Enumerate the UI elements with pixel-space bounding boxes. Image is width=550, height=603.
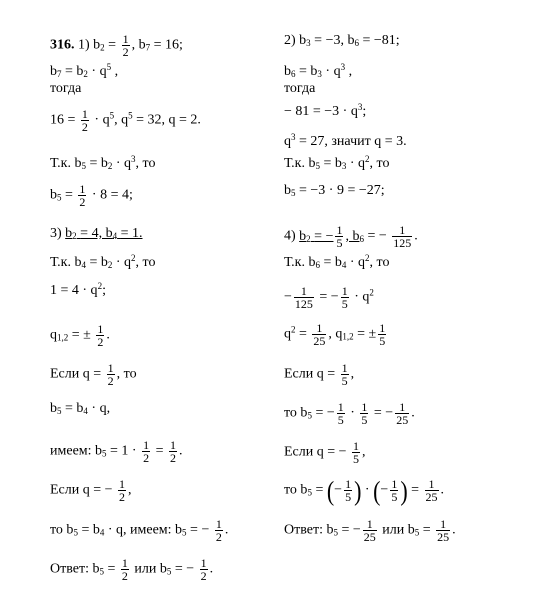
- problem-number: 316.: [50, 37, 75, 53]
- denominator: 25: [437, 530, 450, 544]
- subscript: 4: [99, 527, 105, 538]
- text: ·: [350, 405, 355, 421]
- line-15: [50, 518, 228, 543]
- text: Т.к. b: [50, 156, 82, 171]
- text: = b: [323, 255, 342, 270]
- text: b: [50, 64, 57, 79]
- r-line-2: [284, 64, 352, 80]
- fraction: [352, 440, 360, 465]
- denominator: 2: [119, 490, 126, 504]
- text: =: [107, 561, 116, 577]
- r-line-13: [284, 401, 415, 426]
- text: ;: [362, 104, 367, 119]
- fraction: [96, 323, 104, 348]
- r-line-15: [284, 474, 445, 506]
- text: = −3 · 9 = −27;: [299, 183, 385, 198]
- fraction: [425, 478, 439, 503]
- text: 1) b: [78, 37, 101, 53]
- subscript: 4: [112, 231, 118, 241]
- line-16-answer: [50, 557, 213, 582]
- text: = 1 ·: [110, 443, 137, 459]
- numerator: 1: [395, 401, 409, 414]
- text: = 1.: [120, 226, 143, 241]
- line-2: [50, 64, 118, 80]
- text: = −: [341, 522, 361, 538]
- fraction: [335, 224, 343, 249]
- superscript: 2: [291, 324, 296, 335]
- text: = −: [373, 405, 394, 421]
- fraction: [341, 285, 349, 310]
- text: =: [411, 482, 420, 498]
- text: имеем: b: [50, 443, 103, 459]
- text: = −: [174, 561, 195, 577]
- denominator: 5: [379, 334, 386, 348]
- numerator: 1: [341, 361, 348, 375]
- line-4: [50, 108, 201, 133]
- r-line-6: [284, 156, 389, 172]
- r-line-4: [284, 104, 366, 120]
- subscript: 6: [291, 69, 296, 79]
- text: = −81;: [362, 33, 400, 48]
- subscript: 2: [100, 42, 105, 53]
- subscript: 3: [317, 69, 322, 79]
- r-line-1: [284, 33, 400, 49]
- denominator: 2: [200, 569, 207, 583]
- text: −: [334, 482, 343, 498]
- superscript: 2: [131, 253, 136, 263]
- text: тогда: [50, 81, 82, 96]
- text: Если q = −: [284, 444, 347, 460]
- text: ·: [364, 482, 370, 498]
- numerator: 1: [436, 518, 450, 531]
- text: .: [209, 561, 214, 577]
- fraction: [392, 224, 412, 249]
- superscript: 2: [365, 154, 370, 164]
- subscript: 5: [102, 448, 107, 459]
- numerator: 1: [143, 438, 150, 452]
- subscript: 6: [354, 38, 359, 48]
- text: · q: [349, 156, 366, 171]
- line-5: [50, 156, 155, 172]
- text: q: [284, 326, 291, 342]
- subscript: 5: [414, 527, 420, 538]
- subscript: 4: [83, 406, 88, 416]
- text: = ±: [71, 327, 91, 343]
- text: = 32, q = 2.: [136, 112, 201, 128]
- fraction: [312, 322, 326, 347]
- text: то b: [50, 522, 74, 538]
- subscript: 4: [341, 260, 347, 270]
- text: · q, имеем: b: [107, 522, 183, 538]
- text: · q: [354, 289, 370, 305]
- superscript: 2: [97, 281, 103, 291]
- subscript: 3: [306, 38, 311, 48]
- line-13: [50, 439, 183, 464]
- fraction: [200, 557, 208, 582]
- text: = −: [190, 522, 210, 538]
- superscript: 5: [109, 110, 115, 121]
- text: , то: [135, 255, 156, 270]
- fraction: [107, 362, 115, 387]
- text: = −: [315, 405, 335, 421]
- text: .: [224, 522, 229, 538]
- text: Если q =: [284, 366, 336, 382]
- subscript: 5: [57, 192, 62, 203]
- text: = b: [81, 522, 100, 538]
- numerator: 1: [345, 477, 352, 491]
- r-line-3: [284, 81, 315, 97]
- superscript: 2: [369, 287, 374, 298]
- text: Ответ: b: [284, 522, 334, 538]
- numerator: 1: [353, 439, 360, 453]
- subscript: 1,2: [342, 331, 354, 342]
- text: = −: [314, 228, 334, 244]
- r-line-8: [284, 224, 418, 249]
- text: , b: [345, 228, 360, 244]
- subscript: 5: [73, 527, 78, 538]
- fraction: [436, 518, 450, 543]
- numerator: 1: [200, 556, 207, 570]
- text: 16 =: [50, 112, 76, 128]
- superscript: 3: [340, 62, 346, 72]
- subscript: 5: [57, 406, 62, 416]
- text: · q: [115, 156, 132, 171]
- r-line-16-answer: [284, 518, 456, 543]
- line-1: [50, 33, 183, 58]
- text: , b: [131, 37, 146, 53]
- subscript: 5: [307, 410, 312, 421]
- text: = −: [319, 289, 339, 305]
- text: .: [179, 443, 183, 459]
- text: , то: [369, 255, 390, 270]
- text: · q: [325, 64, 341, 79]
- text: .: [440, 482, 445, 498]
- text: · q: [115, 255, 132, 270]
- text: b: [65, 226, 73, 241]
- fraction: [363, 518, 377, 543]
- numerator: 1: [379, 321, 386, 335]
- text: · q: [349, 255, 366, 270]
- denominator: 2: [81, 120, 88, 134]
- denominator: 2: [122, 45, 129, 59]
- fraction: [142, 439, 150, 464]
- denominator: 125: [393, 236, 412, 250]
- fraction: [360, 401, 368, 426]
- subscript: 2: [306, 233, 311, 244]
- denominator: 25: [363, 530, 376, 544]
- fraction: [118, 478, 126, 503]
- text: , то: [135, 156, 156, 171]
- numerator: 1: [425, 478, 439, 491]
- denominator: 5: [361, 413, 368, 427]
- superscript: 5: [106, 62, 112, 72]
- denominator: 2: [97, 335, 104, 349]
- text: · 8 = 4;: [91, 187, 133, 203]
- subscript: 6: [315, 260, 320, 270]
- denominator: 125: [294, 297, 313, 311]
- underlined-condition: [299, 223, 364, 250]
- text: .: [414, 228, 418, 244]
- text: = b: [89, 156, 108, 171]
- left-paren: (: [326, 474, 335, 506]
- numerator: 1: [391, 477, 398, 491]
- text: b: [284, 64, 291, 79]
- numerator: 1: [215, 517, 222, 531]
- denominator: 25: [313, 334, 326, 348]
- superscript: 3: [291, 132, 296, 142]
- fraction: [215, 518, 223, 543]
- denominator: 2: [107, 374, 114, 388]
- text: = 27, значит q = 3.: [299, 134, 407, 149]
- text: 3): [50, 226, 62, 241]
- text: −: [380, 482, 389, 498]
- text: .: [411, 405, 415, 421]
- text: q: [50, 327, 57, 343]
- denominator: 5: [353, 452, 360, 466]
- text: тогда: [284, 81, 316, 96]
- denominator: 5: [345, 490, 352, 504]
- superscript: 2: [365, 253, 370, 263]
- denominator: 2: [121, 569, 128, 583]
- text: Т.к. b: [284, 255, 316, 270]
- numerator: 1: [392, 224, 412, 237]
- right-paren: ): [400, 474, 408, 506]
- text: 4): [284, 228, 296, 244]
- numerator: 1: [121, 556, 128, 570]
- text: ,: [362, 444, 366, 460]
- text: , то: [116, 366, 137, 382]
- line-3: [50, 81, 81, 97]
- text: − 81 = −3 · q: [284, 104, 358, 119]
- numerator: 1: [97, 322, 104, 336]
- subscript: 2: [107, 260, 113, 270]
- text: .: [452, 522, 456, 538]
- superscript: 3: [131, 154, 136, 164]
- fraction: [294, 285, 314, 310]
- denominator: 25: [425, 490, 438, 504]
- numerator: 1: [107, 361, 114, 375]
- fraction: [341, 362, 349, 387]
- subscript: 5: [81, 161, 86, 171]
- fraction: [390, 478, 398, 503]
- text: Если q =: [50, 366, 102, 382]
- subscript: 5: [307, 487, 312, 498]
- subscript: 2: [107, 161, 113, 171]
- text: , q: [328, 326, 343, 342]
- numerator: 1: [341, 284, 348, 298]
- r-line-5: [284, 134, 407, 150]
- denominator: 5: [337, 413, 344, 427]
- text: · q: [94, 112, 110, 128]
- numerator: 1: [337, 400, 344, 414]
- subscript: 5: [99, 566, 104, 577]
- r-line-9: [284, 255, 389, 271]
- denominator: 25: [396, 413, 409, 427]
- numerator: 1: [294, 285, 314, 298]
- numerator: 1: [336, 223, 343, 237]
- line-7: [50, 226, 142, 242]
- r-line-12: [284, 362, 354, 387]
- text: ,: [350, 366, 355, 382]
- denominator: 5: [336, 236, 343, 250]
- r-line-10: [284, 285, 374, 310]
- r-line-11: [284, 322, 388, 347]
- text: Если q = −: [50, 482, 113, 498]
- text: ,: [348, 64, 353, 79]
- text: = b: [65, 64, 84, 79]
- text: · q: [91, 64, 107, 79]
- text: ;: [102, 283, 106, 298]
- text: =: [315, 482, 324, 498]
- text: =: [422, 522, 431, 538]
- right-paren: ): [354, 474, 362, 506]
- text: то b: [284, 482, 308, 498]
- subscript: 7: [57, 69, 62, 79]
- fraction: [337, 401, 345, 426]
- subscript: 4: [81, 260, 86, 270]
- text: Ответ: b: [50, 561, 100, 577]
- subscript: 5: [315, 161, 320, 171]
- subscript: 1,2: [57, 332, 69, 343]
- text: = b: [65, 401, 84, 416]
- text: =: [108, 37, 117, 53]
- numerator: 1: [79, 182, 86, 196]
- text: −: [284, 289, 292, 305]
- fraction: [344, 478, 352, 503]
- fraction: [81, 108, 89, 133]
- text: q: [284, 134, 291, 149]
- subscript: 5: [291, 188, 296, 198]
- text: = 4, b: [80, 226, 113, 241]
- superscript: 3: [357, 102, 363, 112]
- text: 1 = 4 · q: [50, 283, 98, 298]
- text: =: [155, 443, 164, 459]
- numerator: 1: [170, 438, 176, 452]
- text: ,: [128, 482, 132, 498]
- line-10: [50, 323, 110, 348]
- denominator: 2: [143, 451, 150, 465]
- denominator: 2: [79, 195, 86, 209]
- numerator: 1: [363, 518, 377, 531]
- line-11: [50, 362, 137, 387]
- text: = b: [299, 64, 318, 79]
- denominator: 2: [170, 451, 176, 465]
- text: , то: [369, 156, 390, 171]
- text: 2) b: [284, 33, 307, 48]
- subscript: 2: [72, 231, 77, 241]
- subscript: 6: [359, 233, 364, 244]
- text: =: [299, 326, 307, 342]
- line-6: [50, 183, 133, 208]
- fraction: [169, 439, 177, 464]
- line-14: [50, 478, 132, 503]
- r-line-14: [284, 440, 366, 465]
- subscript: 5: [333, 527, 338, 538]
- subscript: 5: [166, 566, 172, 577]
- text: =: [65, 187, 73, 203]
- underlined-condition: [65, 226, 142, 241]
- line-8: [50, 255, 155, 271]
- text: b: [50, 401, 57, 416]
- denominator: 5: [341, 374, 348, 388]
- fraction: [122, 33, 130, 58]
- text: , q: [114, 112, 129, 128]
- denominator: 2: [215, 530, 222, 544]
- text: = −: [367, 228, 387, 244]
- text: b: [284, 183, 291, 198]
- subscript: 7: [145, 42, 151, 53]
- numerator: 1: [361, 400, 368, 414]
- text: b: [299, 228, 307, 244]
- text: то b: [284, 405, 308, 421]
- numerator: 1: [119, 477, 126, 491]
- fraction: [121, 557, 129, 582]
- text: .: [106, 327, 110, 343]
- subscript: 2: [83, 69, 88, 79]
- text: = −3, b: [314, 33, 355, 48]
- numerator: 1: [81, 107, 88, 121]
- line-9: [50, 283, 106, 299]
- text: = ±: [357, 326, 377, 342]
- denominator: 5: [391, 490, 398, 504]
- line-12: [50, 401, 110, 417]
- subscript: 3: [341, 161, 347, 171]
- fraction: [78, 183, 86, 208]
- text: или b: [382, 522, 415, 538]
- r-line-7: [284, 183, 385, 199]
- left-paren: (: [373, 474, 381, 506]
- text: ,: [114, 64, 119, 79]
- denominator: 5: [341, 297, 348, 311]
- superscript: 5: [128, 110, 133, 121]
- subscript: 5: [182, 527, 187, 538]
- text: · q,: [91, 401, 111, 416]
- numerator: 1: [312, 322, 326, 335]
- text: Т.к. b: [284, 156, 316, 171]
- text: или b: [134, 561, 167, 577]
- text: = 16;: [153, 37, 183, 53]
- text: = b: [89, 255, 108, 270]
- text: = b: [323, 156, 342, 171]
- numerator: 1: [122, 32, 129, 46]
- fraction: [378, 322, 386, 347]
- text: Т.к. b: [50, 255, 82, 270]
- text: b: [50, 187, 57, 203]
- fraction: [395, 401, 409, 426]
